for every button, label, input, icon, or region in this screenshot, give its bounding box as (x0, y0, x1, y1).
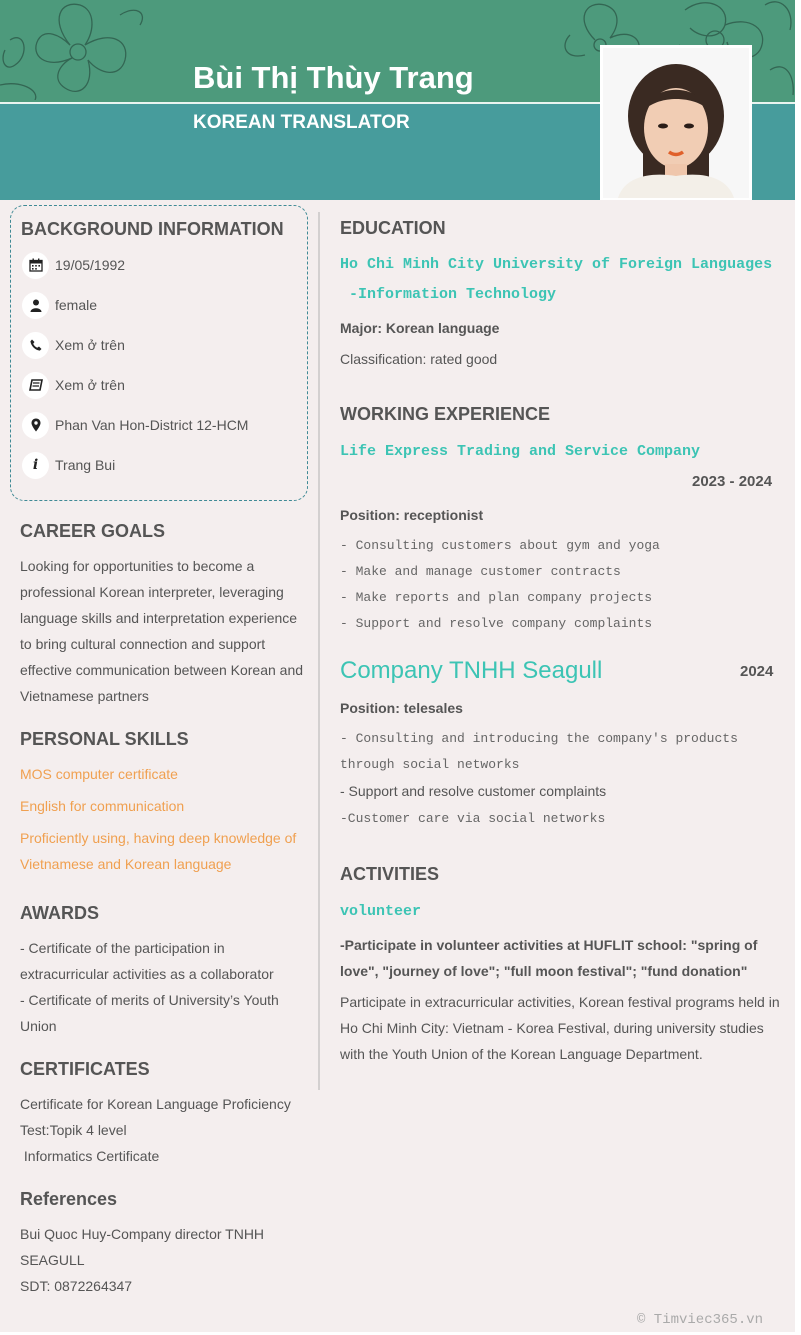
info-row-social (22, 450, 115, 480)
phone-icon (22, 332, 49, 359)
info-row-gender (22, 290, 97, 320)
job1-company: Life Express Trading and Service Company (340, 443, 701, 460)
certificates-title: CERTIFICATES (20, 1059, 150, 1079)
email: Xem ở trên (55, 377, 125, 393)
duty-item: - Consulting and introducing the company's products through social networks (340, 731, 738, 772)
job1-period: 2023 - 2024 (692, 473, 773, 490)
activities-description: Participate in extracurricular activities, Korean festival programs held in Ho Chi Minh City: Vietnam - Korea Festival, during university studies with the Youth Union of the Korean Language Department. (340, 994, 780, 1062)
duty-item: - Support and resolve company complaints (340, 616, 653, 631)
profile-photo (600, 45, 752, 200)
job2-company: Company TNHH Seagull (340, 657, 603, 684)
school-name-line2: -Information Technology (340, 286, 557, 303)
award-item: - Certificate of merits of University’s Youth Union (20, 992, 279, 1034)
birthdate: 19/05/1992 (55, 257, 126, 273)
email-icon (22, 372, 49, 399)
education-title: EDUCATION (340, 218, 446, 238)
reference-item: SDT: 0872264347 (20, 1278, 133, 1294)
awards-list (20, 935, 305, 1039)
skill-item: MOS computer certificate (20, 766, 178, 782)
activities-subtitle: volunteer (340, 903, 422, 920)
job2-position: Position: telesales (340, 700, 463, 716)
certificate-item: Certificate for Korean Language Proficiency Test:Topik 4 level (20, 1096, 291, 1138)
person-icon (22, 292, 49, 319)
duty-item: - Make and manage customer contracts (340, 564, 621, 579)
address: Phan Van Hon-District 12-HCM (55, 417, 249, 433)
job1-position: Position: receptionist (340, 507, 484, 523)
references-list (20, 1221, 270, 1299)
info-row-birthdate (22, 250, 125, 280)
skill-item: English for communication (20, 798, 185, 814)
info-row-address (22, 410, 248, 440)
certificate-item: Informatics Certificate (20, 1148, 160, 1164)
duty-item: - Make reports and plan company projects (340, 590, 653, 605)
award-item: - Certificate of the participation in extracurricular activities as a collaborator (20, 940, 274, 982)
references-title: References (20, 1189, 118, 1209)
gender: female (55, 297, 98, 313)
activities-highlight: -Participate in volunteer activities at HUFLIT school: "spring of love", "journey of love"; "full moon festival"; "fund donation" (340, 937, 758, 979)
info-icon: i (22, 452, 49, 479)
career-goals-text: Looking for opportunities to become a professional Korean interpreter, leveraging language skills and interpretation experience to bring cultural connection and support effective communication between Korean and Vietnamese partners (20, 558, 304, 704)
job2-duties (340, 726, 785, 832)
school-name-line1: Ho Chi Minh City University of Foreign Languages (340, 256, 773, 273)
reference-item: Bui Quoc Huy-Company director TNHH SEAGULL (20, 1226, 265, 1268)
certificates-list (20, 1091, 305, 1169)
background-info-title: BACKGROUND INFORMATION (21, 219, 284, 239)
experience-title: WORKING EXPERIENCE (340, 404, 551, 424)
info-row-email (22, 370, 125, 400)
header (0, 0, 795, 200)
activities-title: ACTIVITIES (340, 864, 440, 884)
background-info-box (10, 205, 308, 501)
job1-duties (340, 533, 795, 637)
calendar-icon (22, 252, 49, 279)
info-row-phone (22, 330, 125, 360)
social-name: Trang Bui (55, 457, 116, 473)
phone: Xem ở trên (55, 337, 125, 353)
job-title: KOREAN TRANSLATOR (193, 112, 410, 133)
job2-period: 2024 (740, 663, 774, 680)
flower-decoration-left (0, 0, 150, 100)
career-goals-title: CAREER GOALS (20, 521, 166, 541)
duty-item: -Customer care via social networks (340, 811, 606, 826)
candidate-name: Bùi Thị Thùy Trang (193, 60, 474, 95)
column-divider (318, 212, 320, 1090)
portrait-image (603, 48, 749, 198)
duty-item: - Support and resolve customer complaints (340, 783, 607, 799)
awards-title: AWARDS (20, 903, 100, 923)
location-icon (22, 412, 49, 439)
personal-skills-title: PERSONAL SKILLS (20, 729, 189, 749)
duty-item: - Consulting customers about gym and yoga (340, 538, 660, 553)
skill-item: Proficiently using, having deep knowledge of Vietnamese and Korean language (20, 830, 297, 872)
skills-list (20, 761, 305, 883)
education-classification: Classification: rated good (340, 351, 498, 367)
footer-watermark: © Timviec365.vn (637, 1312, 764, 1328)
education-major: Major: Korean language (340, 320, 500, 336)
